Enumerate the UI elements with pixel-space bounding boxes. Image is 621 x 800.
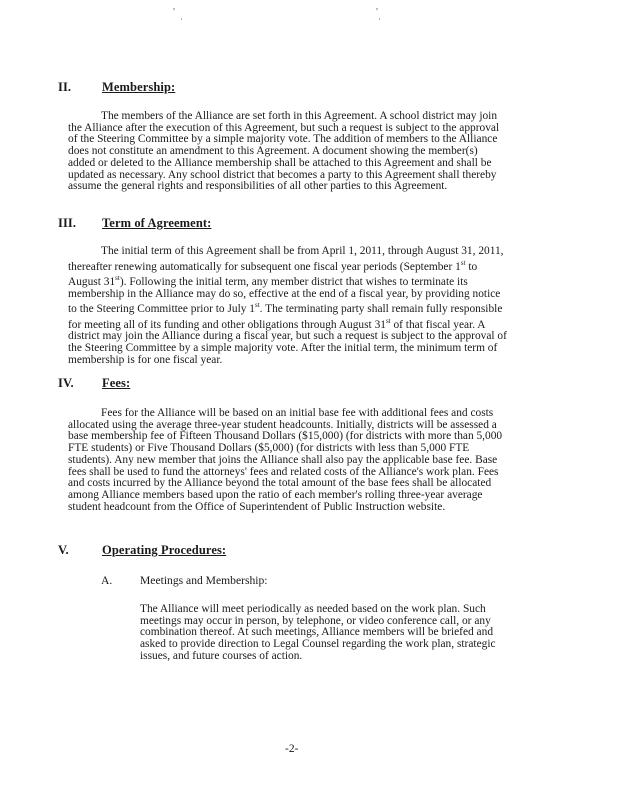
subsection-body-meetings	[140, 604, 496, 663]
subsection-heading-meetings	[101, 574, 268, 587]
section-title: Term of Agreement:	[102, 216, 212, 230]
section-body-term	[68, 246, 507, 367]
scan-mark: '	[376, 6, 378, 18]
scan-mark: '	[173, 6, 175, 18]
text-line: Fees for the Alliance will be based on an initial base fee with additional fees and costs	[101, 407, 494, 419]
section-number: II.	[58, 80, 72, 94]
text-line: the Alliance after the execution of this Agreement, but such a request is subject to the approval	[68, 121, 500, 134]
text-line: among Alliance members based upon the ratio of each member's rolling three-year average	[68, 488, 483, 501]
section-heading-fees	[58, 376, 130, 391]
section-body-fees	[68, 408, 502, 513]
page-number: -2-	[285, 743, 299, 755]
text-line: issues, and future courses of action.	[140, 649, 303, 662]
section-heading-term	[58, 216, 211, 231]
section-number: V.	[58, 543, 69, 557]
text-line: meetings may occur in person, by telephone, or video conference call, or any	[140, 614, 491, 627]
text-line: base membership fee of Fifteen Thousand Dollars ($15,000) (for districts with more than 5,000	[68, 430, 503, 443]
scan-mark: ·	[378, 14, 381, 24]
text-line: district may join the Alliance during a fiscal year, but such a request is subject to the approval of	[68, 330, 507, 343]
text-line: for meeting all of its funding and other obligations through August 31st of that fiscal year. A	[68, 316, 486, 331]
section-body-membership	[68, 111, 499, 193]
section-title: Operating Procedures:	[102, 543, 227, 557]
section-heading-operating	[58, 543, 226, 558]
text-line: fees shall be used to fund the attorneys' fees and related costs of the Alliance's work plan. Fees	[68, 465, 499, 478]
text-line: thereafter renewing automatically for subsequent one fiscal year periods (September 1st to	[68, 258, 478, 273]
text-line: to the Steering Committee prior to July 1st. The terminating party shall remain fully responsible	[68, 301, 503, 316]
text-line: added or deleted to the Alliance membership shall be attached to this Agreement and shall be	[68, 156, 492, 169]
text-line: students). Any new member that joins the Alliance shall also pay the applicable base fee. Base	[68, 453, 498, 466]
section-number: III.	[58, 216, 77, 230]
text-line: allocated using the average three-year student headcounts. Initially, districts will be assessed a	[68, 418, 497, 431]
section-title: Membership:	[102, 80, 176, 94]
text-line: updated as necessary. Any school district that becomes a party to this Agreement shall thereby	[68, 168, 497, 181]
text-line: membership in the Alliance may do so, effective at the end of a fiscal year, by providing notice	[68, 287, 501, 300]
section-heading-membership	[58, 80, 175, 95]
text-line: membership is for one fiscal year.	[68, 353, 223, 366]
subsection-title: Meetings and Membership:	[140, 574, 268, 587]
text-line: The members of the Alliance are set forth in this Agreement. A school district may join	[101, 110, 498, 122]
subsection-letter: A.	[101, 574, 113, 587]
text-line: the Steering Committee by a simple majority vote. After the initial term, the minimum term of	[68, 342, 498, 355]
section-number: IV.	[58, 376, 74, 390]
text-line: The initial term of this Agreement shall be from April 1, 2011, through August 31, 2011,	[101, 245, 504, 257]
section-title: Fees:	[102, 376, 131, 390]
text-line: FTE students) or Five Thousand Dollars ($5,000) (for districts with less than 5,000 FTE	[68, 442, 470, 455]
text-line: student headcount from the Office of Superintendent of Public Instruction website.	[68, 500, 446, 513]
text-line: The Alliance will meet periodically as needed based on the work plan. Such	[140, 603, 486, 615]
text-line: asked to provide direction to Legal Counsel regarding the work plan, strategic	[140, 638, 496, 651]
text-line: of the Steering Committee by a simple majority vote. The addition of members to the Alliance	[68, 133, 498, 146]
text-line: combination thereof. At such meetings, Alliance members will be briefed and	[140, 626, 494, 639]
text-line: August 31st). Following the initial term, any member district that wishes to terminate its	[68, 274, 468, 288]
text-line: and costs incurred by the Alliance beyond the total amount of the base fees shall be allocated	[68, 477, 492, 490]
text-line: assume the general rights and responsibilities of all other parties to this Agreement.	[68, 180, 448, 193]
text-line: does not constitute an amendment to this Agreement. A document showing the member(s)	[68, 145, 478, 158]
scan-mark: ·	[180, 14, 183, 24]
